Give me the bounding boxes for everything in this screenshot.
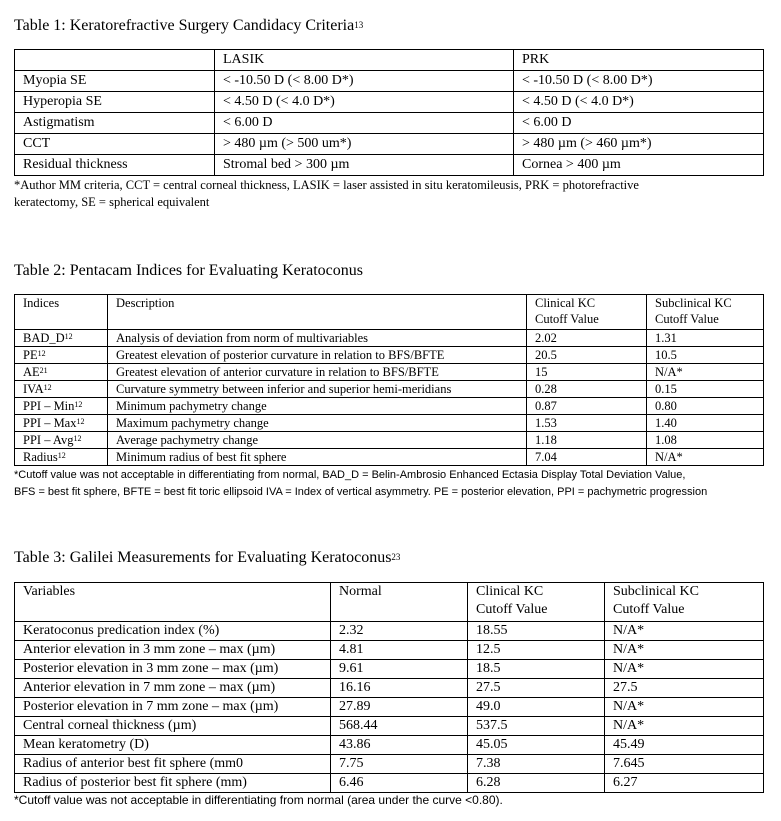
header-line: Subclinical KC	[655, 296, 732, 310]
table1-footnote-line: *Author MM criteria, CCT = central corneal thickness, LASIK = laser assisted in situ keratomileusis, PRK = photorefractive	[14, 178, 639, 192]
clinical-cell: 2.02	[527, 330, 647, 347]
table1-header-cell	[15, 50, 215, 71]
table-cell: 7.645	[605, 755, 764, 774]
table-row	[15, 717, 764, 736]
header-line: Cutoff Value	[476, 602, 548, 617]
index-name: PE	[23, 348, 38, 362]
description-cell: Analysis of deviation from norm of multivariables	[108, 330, 527, 347]
table2-header-cell: Indices	[15, 295, 108, 330]
index-ref: 12	[74, 400, 83, 409]
index-cell	[15, 381, 108, 398]
table-row	[15, 415, 764, 432]
table3-title	[14, 548, 400, 568]
table1-title-ref: 13	[354, 20, 364, 30]
table2-title: Table 2: Pentacam Indices for Evaluating Keratoconus	[14, 262, 363, 279]
index-cell	[15, 432, 108, 449]
clinical-cell: 0.28	[527, 381, 647, 398]
index-name: AE	[23, 365, 40, 379]
table-cell: Central corneal thickness (µm)	[15, 717, 331, 736]
table-cell: 27.89	[331, 698, 468, 717]
index-cell	[15, 330, 108, 347]
table1	[14, 49, 764, 176]
table3	[14, 582, 764, 793]
table2-footnote	[14, 467, 707, 501]
index-cell	[15, 364, 108, 381]
table-cell: 7.38	[468, 755, 605, 774]
table-row	[15, 134, 764, 155]
header-line: Cutoff Value	[613, 602, 685, 617]
table-cell: Posterior elevation in 3 mm zone – max (µm)	[15, 660, 331, 679]
index-ref: 12	[76, 417, 85, 426]
table1-header-cell: LASIK	[215, 50, 514, 71]
table-cell: Residual thickness	[15, 155, 215, 176]
table1-header-row	[15, 50, 764, 71]
description-cell: Greatest elevation of anterior curvature in relation to BFS/BFTE	[108, 364, 527, 381]
table-cell: < 4.50 D (< 4.0 D*)	[215, 92, 514, 113]
table-cell: Hyperopia SE	[15, 92, 215, 113]
description-cell: Curvature symmetry between inferior and superior hemi-meridians	[108, 381, 527, 398]
subclinical-cell: N/A*	[647, 364, 764, 381]
table-cell: Radius of posterior best fit sphere (mm)	[15, 774, 331, 793]
table-cell: 18.55	[468, 622, 605, 641]
table-cell: 27.5	[605, 679, 764, 698]
table2-header-cell	[527, 295, 647, 330]
clinical-cell: 20.5	[527, 347, 647, 364]
table1-header-cell: PRK	[514, 50, 764, 71]
subclinical-cell: 0.15	[647, 381, 764, 398]
table-row	[15, 698, 764, 717]
description-cell: Maximum pachymetry change	[108, 415, 527, 432]
table-cell: Myopia SE	[15, 71, 215, 92]
index-cell	[15, 415, 108, 432]
table-row	[15, 679, 764, 698]
table-row	[15, 155, 764, 176]
table-cell: 9.61	[331, 660, 468, 679]
table-cell: 2.32	[331, 622, 468, 641]
header-line: Cutoff Value	[655, 312, 719, 326]
table3-header-row	[15, 583, 764, 622]
table-cell: 537.5	[468, 717, 605, 736]
table-cell: N/A*	[605, 660, 764, 679]
table-cell: 49.0	[468, 698, 605, 717]
table-cell: 16.16	[331, 679, 468, 698]
table-cell: > 480 µm (> 460 µm*)	[514, 134, 764, 155]
table3-header-cell: Normal	[331, 583, 468, 622]
table2-footnote-line: BFS = best fit sphere, BFTE = best fit toric ellipsoid IVA = Index of vertical asymmetry. PE = posterior elevation, PPI = pachymetric progression	[14, 486, 708, 498]
table-row	[15, 347, 764, 364]
table-cell: 27.5	[468, 679, 605, 698]
table-cell: Stromal bed > 300 µm	[215, 155, 514, 176]
index-cell	[15, 449, 108, 466]
table-row	[15, 736, 764, 755]
table-row	[15, 449, 764, 466]
header-line: Clinical KC	[535, 296, 596, 310]
table-cell: 568.44	[331, 717, 468, 736]
subclinical-cell: 1.40	[647, 415, 764, 432]
table-row	[15, 113, 764, 134]
table-cell: Astigmatism	[15, 113, 215, 134]
description-cell: Minimum radius of best fit sphere	[108, 449, 527, 466]
table-cell: N/A*	[605, 641, 764, 660]
clinical-cell: 1.18	[527, 432, 647, 449]
index-ref: 12	[57, 451, 66, 460]
table-cell: > 480 µm (> 500 um*)	[215, 134, 514, 155]
header-line: Clinical KC	[476, 584, 544, 599]
description-cell: Greatest elevation of posterior curvature in relation to BFS/BFTE	[108, 347, 527, 364]
table3-header-cell: Variables	[15, 583, 331, 622]
table-cell: CCT	[15, 134, 215, 155]
table-row	[15, 71, 764, 92]
index-name: PPI – Max	[23, 416, 77, 430]
subclinical-cell: N/A*	[647, 449, 764, 466]
table-cell: Mean keratometry (D)	[15, 736, 331, 755]
table2	[14, 294, 764, 466]
table2-header-cell: Description	[108, 295, 527, 330]
table-cell: 6.27	[605, 774, 764, 793]
table-cell: 45.49	[605, 736, 764, 755]
table-cell: < 6.00 D	[215, 113, 514, 134]
table-cell: Anterior elevation in 7 mm zone – max (µm)	[15, 679, 331, 698]
table-cell: 18.5	[468, 660, 605, 679]
table-row	[15, 381, 764, 398]
index-name: BAD_D	[23, 331, 65, 345]
table-row	[15, 398, 764, 415]
table-row	[15, 92, 764, 113]
index-name: PPI – Avg	[23, 433, 74, 447]
table-cell: Anterior elevation in 3 mm zone – max (µm)	[15, 641, 331, 660]
table-row	[15, 774, 764, 793]
table-cell: Radius of anterior best fit sphere (mm0	[15, 755, 331, 774]
table3-title-text: Table 3: Galilei Measurements for Evaluating Keratoconus	[14, 549, 392, 566]
description-cell: Average pachymetry change	[108, 432, 527, 449]
table-cell: N/A*	[605, 622, 764, 641]
clinical-cell: 1.53	[527, 415, 647, 432]
table-cell: N/A*	[605, 717, 764, 736]
table-cell: Keratoconus predication index (%)	[15, 622, 331, 641]
index-ref: 12	[73, 434, 82, 443]
subclinical-cell: 10.5	[647, 347, 764, 364]
table-cell: < 4.50 D (< 4.0 D*)	[514, 92, 764, 113]
table-cell: 43.86	[331, 736, 468, 755]
index-ref: 21	[39, 366, 48, 375]
table-cell: < -10.50 D (< 8.00 D*)	[514, 71, 764, 92]
description-cell: Minimum pachymetry change	[108, 398, 527, 415]
table1-footnote	[14, 177, 639, 211]
table2-header-cell	[647, 295, 764, 330]
table-cell: 6.28	[468, 774, 605, 793]
table-cell: Posterior elevation in 7 mm zone – max (µm)	[15, 698, 331, 717]
table-cell: 6.46	[331, 774, 468, 793]
clinical-cell: 7.04	[527, 449, 647, 466]
table3-header-cell	[605, 583, 764, 622]
table-row	[15, 432, 764, 449]
table2-header-row	[15, 295, 764, 330]
index-cell	[15, 347, 108, 364]
table-row	[15, 622, 764, 641]
table-cell: < -10.50 D (< 8.00 D*)	[215, 71, 514, 92]
table-row	[15, 660, 764, 679]
table3-header-cell	[468, 583, 605, 622]
table-row	[15, 330, 764, 347]
header-line: Cutoff Value	[535, 312, 599, 326]
header-line: Subclinical KC	[613, 584, 699, 599]
index-name: IVA	[23, 382, 44, 396]
table2-footnote-line: *Cutoff value was not acceptable in differentiating from normal, BAD_D = Belin-Ambrosio Enhanced Ectasia Display Total Deviation Value,	[14, 469, 686, 481]
index-name: PPI – Min	[23, 399, 75, 413]
table-cell: < 6.00 D	[514, 113, 764, 134]
table3-title-ref: 23	[391, 552, 401, 562]
subclinical-cell: 1.08	[647, 432, 764, 449]
table-row	[15, 364, 764, 381]
table-cell: 7.75	[331, 755, 468, 774]
index-ref: 12	[64, 332, 73, 341]
table-cell: Cornea > 400 µm	[514, 155, 764, 176]
table1-title	[14, 16, 363, 36]
table-row	[15, 641, 764, 660]
index-name: Radius	[23, 450, 58, 464]
table3-footnote: *Cutoff value was not acceptable in differentiating from normal (area under the curve <0.80).	[14, 793, 503, 807]
index-cell	[15, 398, 108, 415]
table-cell: 12.5	[468, 641, 605, 660]
index-ref: 12	[43, 383, 52, 392]
clinical-cell: 0.87	[527, 398, 647, 415]
table-row	[15, 755, 764, 774]
subclinical-cell: 0.80	[647, 398, 764, 415]
clinical-cell: 15	[527, 364, 647, 381]
index-ref: 12	[37, 349, 46, 358]
subclinical-cell: 1.31	[647, 330, 764, 347]
table1-title-text: Table 1: Keratorefractive Surgery Candidacy Criteria	[14, 17, 355, 34]
table1-footnote-line: keratectomy, SE = spherical equivalent	[14, 195, 210, 209]
table-cell: 4.81	[331, 641, 468, 660]
table-cell: 45.05	[468, 736, 605, 755]
table-cell: N/A*	[605, 698, 764, 717]
